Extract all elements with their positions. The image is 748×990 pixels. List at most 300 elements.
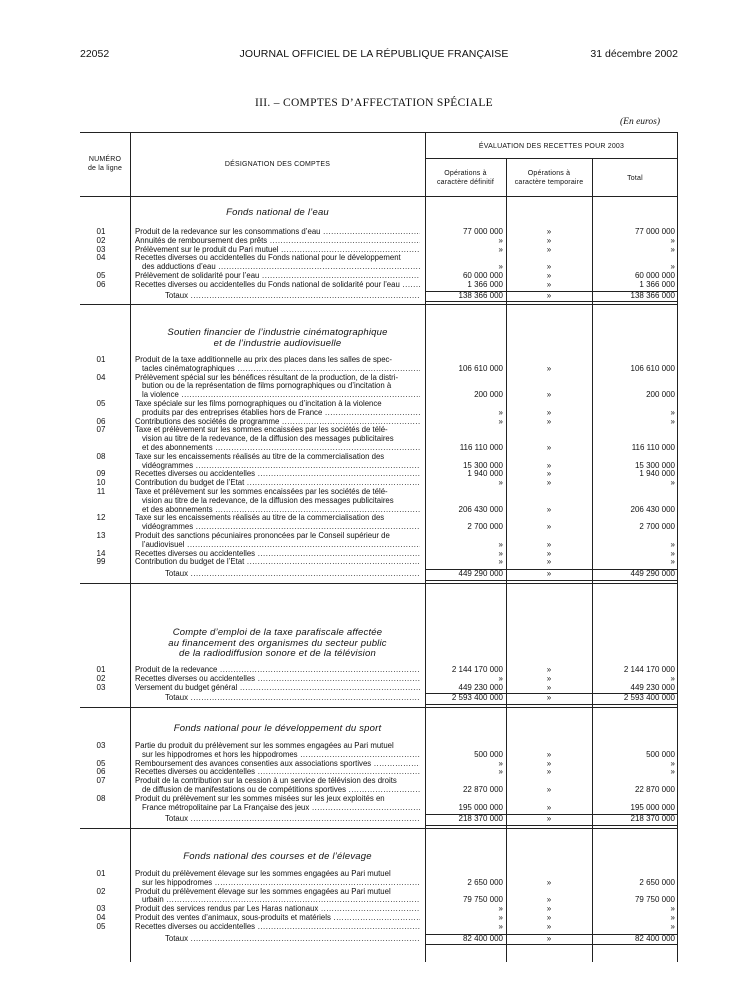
- line-number: 05: [96, 758, 106, 768]
- designation-line: Annuités de remboursement des prêts .....: [135, 237, 420, 246]
- designation-line: Recettes diverses ou accidentelles .....: [135, 550, 420, 559]
- section-title: Fonds national pour le développement du sport: [173, 723, 382, 734]
- designation-line: Taxe sur les encaissements réalisés au titre de la commercialisation des: [135, 514, 385, 523]
- totals-top-rule: [425, 569, 678, 570]
- totals-row: [80, 570, 678, 579]
- totals-temporary: »: [546, 693, 552, 703]
- line-number: 10: [96, 478, 106, 488]
- temporary-amount: »: [546, 673, 552, 683]
- designation-line: Versement du budget général .....: [135, 684, 420, 693]
- table-row: [80, 281, 678, 290]
- definitive-amount: »: [498, 539, 503, 549]
- total-amount: 206 430 000: [630, 504, 675, 514]
- temporary-amount: »: [546, 921, 552, 931]
- definitive-amount: 79 750 000: [462, 895, 503, 905]
- designation-line: sur les hippodromes .....: [135, 879, 420, 888]
- table-row: [80, 888, 678, 906]
- totals-row: [80, 292, 678, 301]
- total-amount: 2 650 000: [639, 877, 675, 887]
- designation-line: Produit du prélèvement sur les sommes misées sur les jeux exploités en: [135, 794, 385, 803]
- definitive-amount: »: [498, 548, 503, 558]
- total-amount: 15 300 000: [634, 460, 675, 470]
- section-separator: [80, 583, 678, 584]
- total-amount: 2 700 000: [639, 522, 675, 532]
- line-number: 05: [96, 921, 106, 931]
- designation-line: vision au titre de la redevance, de la diffusion des messages publicitaires: [142, 435, 394, 444]
- section-title: Soutien financier de l’industrie cinématographique et de l’industrie audiovisuelle: [167, 327, 388, 349]
- table-row: [80, 742, 678, 760]
- total-amount: 200 000: [646, 390, 675, 400]
- designation-line: Taxe et prélèvement sur les sommes encaissées par les sociétés de télé-: [135, 488, 388, 496]
- designation-line: de diffusion de manifestations ou de compétitions sportives .....: [135, 786, 420, 795]
- line-number: 14: [96, 548, 106, 558]
- totals-definitive: 218 370 000: [458, 814, 503, 824]
- totals-label: [135, 694, 420, 703]
- header-col-temporaire: Opérations à caractère temporaire: [514, 170, 584, 186]
- line-number: 03: [96, 741, 106, 750]
- line-number: 02: [96, 673, 106, 683]
- definitive-amount: 2 650 000: [467, 877, 503, 887]
- designation-line: Produit du prélèvement élevage sur les sommes engagées au Pari mutuel: [135, 887, 391, 896]
- temporary-amount: »: [546, 749, 552, 759]
- definitive-amount: 2 144 170 000: [451, 665, 503, 674]
- table-row: [80, 470, 678, 479]
- table-row: [80, 237, 678, 246]
- table-row: [80, 914, 678, 923]
- section-title: Fonds national des courses et de l’élevage: [183, 851, 372, 862]
- total-amount: 1 366 000: [639, 279, 675, 289]
- total-amount: »: [670, 904, 675, 914]
- table-row: [80, 558, 678, 567]
- account-designation: [135, 272, 420, 281]
- line-number: 01: [96, 665, 106, 674]
- account-designation: [135, 675, 420, 684]
- total-amount: »: [670, 407, 675, 417]
- total-amount: »: [670, 416, 675, 426]
- total-amount: 60 000 000: [634, 271, 675, 280]
- total-amount: 116 110 000: [631, 442, 675, 452]
- total-amount: 449 230 000: [630, 682, 675, 692]
- account-designation: [135, 356, 420, 374]
- definitive-amount: 77 000 000: [462, 227, 503, 236]
- designation-line: Contributions des sociétés de programme .....: [135, 418, 420, 427]
- definitive-amount: 500 000: [474, 749, 503, 759]
- account-designation: [135, 795, 420, 813]
- account-designation: [135, 400, 420, 418]
- table-row: [80, 777, 678, 795]
- temporary-amount: »: [546, 469, 552, 479]
- page-number: 22052: [80, 48, 110, 60]
- line-number: 05: [96, 271, 106, 280]
- account-designation: [135, 768, 420, 777]
- totals-bottom-rule: [425, 580, 678, 581]
- table-row: [80, 272, 678, 281]
- definitive-amount: »: [498, 407, 503, 417]
- definitive-amount: 22 870 000: [462, 784, 503, 794]
- table-row: [80, 760, 678, 769]
- account-designation: [135, 777, 420, 795]
- total-amount: »: [670, 262, 675, 272]
- designation-line: Recettes diverses ou accidentelles .....: [135, 675, 420, 684]
- line-number: 08: [96, 451, 106, 461]
- totals-top-rule: [425, 934, 678, 935]
- definitive-amount: 1 366 000: [467, 279, 503, 289]
- designation-line: Produit de la contribution sur la cession à un service de télévision des droits: [135, 777, 397, 786]
- definitive-amount: »: [498, 478, 503, 488]
- table-row: [80, 550, 678, 559]
- account-designation: [135, 374, 420, 400]
- total-amount: »: [670, 767, 675, 777]
- account-designation: [135, 479, 420, 488]
- table-row: [80, 666, 678, 675]
- table-row: [80, 453, 678, 471]
- line-number: 02: [96, 235, 106, 245]
- account-designation: [135, 254, 420, 272]
- designation-line: Recettes diverses ou accidentelles .....: [135, 470, 420, 479]
- definitive-amount: »: [498, 235, 503, 245]
- designation-line: Recettes diverses ou accidentelles .....: [135, 768, 420, 777]
- temporary-amount: »: [546, 895, 552, 905]
- definitive-amount: »: [498, 244, 503, 254]
- line-number: 01: [96, 355, 106, 364]
- totals-temporary: »: [546, 933, 552, 943]
- temporary-amount: »: [546, 279, 552, 289]
- table-row: [80, 532, 678, 550]
- temporary-amount: »: [546, 758, 552, 768]
- designation-line: sur les hippodromes et hors les hippodromes .....: [135, 751, 420, 760]
- temporary-amount: »: [546, 442, 552, 452]
- totals-definitive: 2 593 400 000: [451, 693, 503, 703]
- total-amount: »: [670, 557, 675, 567]
- account-designation: [135, 760, 420, 769]
- totals-label: [135, 815, 420, 824]
- table-row: [80, 795, 678, 813]
- account-designation: [135, 488, 420, 514]
- section-separator: [80, 304, 678, 305]
- account-designation: [135, 742, 420, 760]
- totals-row: [80, 815, 678, 824]
- account-designation: [135, 532, 420, 550]
- totals-bottom-rule: [425, 704, 678, 705]
- temporary-amount: »: [546, 407, 552, 417]
- designation-line: Recettes diverses ou accidentelles du Fonds national pour le développement: [135, 254, 401, 263]
- line-number: 05: [96, 399, 106, 408]
- section-title: Fonds national de l’eau: [226, 207, 329, 218]
- designation-line: tacles cinématographiques .....: [135, 365, 420, 374]
- total-amount: »: [670, 478, 675, 488]
- temporary-amount: »: [546, 557, 552, 567]
- total-amount: 79 750 000: [634, 895, 675, 905]
- definitive-amount: 60 000 000: [462, 271, 503, 280]
- line-number: 06: [96, 767, 106, 777]
- temporary-amount: »: [546, 262, 552, 272]
- temporary-amount: »: [546, 877, 552, 887]
- table-row: [80, 254, 678, 272]
- section-separator: [80, 828, 678, 829]
- definitive-amount: »: [498, 557, 503, 567]
- designation-line: vision au titre de la redevance, de la diffusion des messages publicitaires: [142, 496, 394, 505]
- line-number: 04: [96, 913, 106, 922]
- totals-row: [80, 694, 678, 703]
- account-designation: [135, 228, 420, 237]
- temporary-amount: »: [546, 767, 552, 777]
- header-numero: NUMÉRO de la ligne: [87, 156, 123, 172]
- designation-line: la violence .....: [135, 391, 420, 400]
- temporary-amount: »: [546, 665, 552, 674]
- temporary-amount: »: [546, 478, 552, 488]
- temporary-amount: »: [546, 539, 552, 549]
- totals-bottom-rule: [425, 301, 678, 302]
- table-row: [80, 426, 678, 452]
- designation-line: Remboursement des avances consenties aux associations sportives .....: [135, 760, 420, 769]
- account-designation: [135, 905, 420, 914]
- issue-date: 31 décembre 2002: [590, 48, 678, 60]
- totals-definitive: 138 366 000: [458, 290, 503, 300]
- totals-label-text: Totaux .....: [135, 935, 420, 944]
- designation-line: Prélèvement de solidarité pour l’eau .....: [135, 272, 420, 281]
- designation-line: bution ou de la représentation de films pornographiques ou d’incitation à: [142, 382, 392, 391]
- temporary-amount: »: [546, 363, 552, 373]
- total-amount: 106 610 000: [630, 363, 675, 373]
- total-amount: 22 870 000: [634, 784, 675, 794]
- table-top-border: [80, 132, 678, 133]
- line-number: 09: [96, 469, 106, 479]
- account-designation: [135, 237, 420, 246]
- totals-total: 2 593 400 000: [623, 693, 675, 703]
- totals-top-rule: [425, 693, 678, 694]
- account-designation: [135, 923, 420, 932]
- temporary-amount: »: [546, 227, 552, 236]
- total-amount: »: [670, 913, 675, 922]
- definitive-amount: 1 940 000: [467, 469, 503, 479]
- definitive-amount: 449 230 000: [458, 682, 503, 692]
- total-amount: »: [670, 758, 675, 768]
- line-number: 01: [96, 227, 106, 236]
- designation-line: et des abonnements .....: [135, 444, 420, 453]
- total-amount: »: [670, 235, 675, 245]
- line-number: 04: [96, 253, 106, 263]
- designation-line: Produit du prélèvement élevage sur les sommes engagées au Pari mutuel: [135, 870, 391, 878]
- designation-line: vidéogrammes .....: [135, 462, 420, 471]
- designation-line: Taxe sur les encaissements réalisés au titre de la commercialisation des: [135, 452, 385, 461]
- designation-line: Produit des sanctions pécuniaires prononcées par le Conseil supérieur de: [135, 532, 390, 540]
- header-col-definitif: Opérations à caractère définitif: [436, 170, 495, 186]
- table-row: [80, 400, 678, 418]
- line-number: 13: [96, 531, 106, 540]
- definitive-amount: »: [498, 904, 503, 914]
- definitive-amount: »: [498, 767, 503, 777]
- totals-temporary: »: [546, 569, 552, 579]
- designation-line: Contribution du budget de l’Etat .....: [135, 479, 420, 488]
- table-row: [80, 905, 678, 914]
- line-number: 03: [96, 244, 106, 254]
- table-row: [80, 356, 678, 374]
- account-designation: [135, 246, 420, 255]
- temporary-amount: »: [546, 235, 552, 245]
- totals-temporary: »: [546, 814, 552, 824]
- account-designation: [135, 514, 420, 532]
- total-amount: »: [670, 548, 675, 558]
- temporary-amount: »: [546, 682, 552, 692]
- totals-bottom-rule: [425, 944, 678, 945]
- definitive-amount: 15 300 000: [462, 460, 503, 470]
- temporary-amount: »: [546, 271, 552, 280]
- totals-temporary: »: [546, 290, 552, 300]
- designation-line: Produit de la redevance sur les consommations d’eau .....: [135, 228, 420, 237]
- section-title: Compte d’emploi de la taxe parafiscale affectée au financement des organismes du secteur public de la radiodiffusion sonore et de la télévision: [168, 627, 387, 659]
- temporary-amount: »: [546, 460, 552, 470]
- line-number: 02: [96, 886, 106, 896]
- designation-line: Produit des ventes d’animaux, sous-produits et matériels .....: [135, 914, 420, 923]
- account-designation: [135, 888, 420, 906]
- totals-total: 82 400 000: [634, 933, 675, 943]
- totals-row: [80, 935, 678, 944]
- line-number: 06: [96, 279, 106, 289]
- designation-line: France métropolitaine par La Française des jeux .....: [135, 804, 420, 813]
- designation-line: Taxe spéciale sur les films pornographiques ou d’incitation à la violence: [135, 400, 382, 408]
- designation-line: Contribution du budget de l’Etat .....: [135, 558, 420, 567]
- account-designation: [135, 426, 420, 452]
- total-amount: 1 940 000: [639, 469, 675, 479]
- totals-total: 218 370 000: [630, 814, 675, 824]
- designation-line: et des abonnements .....: [135, 506, 420, 515]
- table-row: [80, 488, 678, 514]
- temporary-amount: »: [546, 416, 552, 426]
- totals-label-text: Totaux .....: [135, 694, 420, 703]
- temporary-amount: »: [546, 784, 552, 794]
- totals-definitive: 82 400 000: [462, 933, 503, 943]
- total-amount: »: [670, 921, 675, 931]
- account-designation: [135, 558, 420, 567]
- definitive-amount: »: [498, 913, 503, 922]
- designation-line: des adductions d’eau .....: [135, 263, 420, 272]
- header-evaluation: ÉVALUATION DES RECETTES POUR 2003: [478, 143, 625, 150]
- definitive-amount: »: [498, 262, 503, 272]
- account-designation: [135, 550, 420, 559]
- table-row: [80, 418, 678, 427]
- totals-total: 449 290 000: [630, 569, 675, 579]
- header-designation: DÉSIGNATION DES COMPTES: [224, 161, 331, 168]
- designation-line: urbain .....: [135, 896, 420, 905]
- total-amount: 77 000 000: [634, 227, 675, 236]
- account-designation: [135, 666, 420, 675]
- definitive-amount: 206 430 000: [458, 504, 503, 514]
- account-designation: [135, 281, 420, 290]
- section-separator: [80, 707, 678, 708]
- table-row: [80, 228, 678, 237]
- temporary-amount: »: [546, 522, 552, 532]
- line-number: 06: [96, 416, 106, 426]
- table-row: [80, 374, 678, 400]
- temporary-amount: »: [546, 244, 552, 254]
- designation-line: Produit des services rendus par Les Haras nationaux .....: [135, 905, 420, 914]
- totals-total: 138 366 000: [630, 290, 675, 300]
- total-amount: »: [670, 539, 675, 549]
- table-row: [80, 768, 678, 777]
- definitive-amount: »: [498, 758, 503, 768]
- definitive-amount: 195 000 000: [458, 802, 503, 812]
- evaluation-header-rule: [425, 158, 678, 159]
- totals-definitive: 449 290 000: [458, 569, 503, 579]
- definitive-amount: »: [498, 673, 503, 683]
- table-row: [80, 870, 678, 888]
- account-designation: [135, 470, 420, 479]
- totals-label: [135, 292, 420, 301]
- line-number: 12: [96, 513, 106, 523]
- account-designation: [135, 453, 420, 471]
- total-amount: »: [670, 673, 675, 683]
- temporary-amount: »: [546, 390, 552, 400]
- section-heading: III. – COMPTES D’AFFECTATION SPÉCIALE: [255, 97, 493, 109]
- totals-label: [135, 570, 420, 579]
- totals-label: [135, 935, 420, 944]
- totals-bottom-rule: [425, 825, 678, 826]
- table-row: [80, 675, 678, 684]
- table-row: [80, 246, 678, 255]
- totals-label-text: Totaux .....: [135, 292, 420, 301]
- line-number: 07: [96, 776, 106, 786]
- account-designation: [135, 914, 420, 923]
- table-header-bottom-border: [80, 196, 678, 197]
- totals-top-rule: [425, 814, 678, 815]
- total-amount: 2 144 170 000: [623, 665, 675, 674]
- journal-title: JOURNAL OFFICIEL DE LA RÉPUBLIQUE FRANÇAISE: [239, 48, 509, 60]
- definitive-amount: 2 700 000: [467, 522, 503, 532]
- total-amount: 195 000 000: [630, 802, 675, 812]
- line-number: 11: [96, 487, 106, 496]
- temporary-amount: »: [546, 504, 552, 514]
- temporary-amount: »: [546, 904, 552, 914]
- designation-line: Prélèvement spécial sur les bénéfices résultant de la production, de la distri-: [135, 373, 399, 382]
- total-amount: »: [670, 244, 675, 254]
- totals-label-text: Totaux .....: [135, 815, 420, 824]
- account-designation: [135, 870, 420, 888]
- table-row: [80, 479, 678, 488]
- temporary-amount: »: [546, 913, 552, 922]
- designation-line: vidéogrammes .....: [135, 523, 420, 532]
- designation-line: Taxe et prélèvement sur les sommes encaissées par les sociétés de télé-: [135, 426, 388, 435]
- definitive-amount: »: [498, 921, 503, 931]
- account-designation: [135, 684, 420, 693]
- total-amount: 500 000: [646, 749, 675, 759]
- designation-line: Prélèvement sur le produit du Pari mutuel .....: [135, 246, 420, 255]
- line-number: 03: [96, 682, 106, 692]
- line-number: 03: [96, 904, 106, 914]
- temporary-amount: »: [546, 548, 552, 558]
- designation-line: Produit de la taxe additionnelle au prix des places dans les salles de spec-: [135, 356, 393, 364]
- designation-line: produits par des entreprises établies hors de France .....: [135, 409, 420, 418]
- table-row: [80, 923, 678, 932]
- designation-line: Produit de la redevance .....: [135, 666, 420, 675]
- table-row: [80, 684, 678, 693]
- line-number: 08: [96, 793, 106, 803]
- line-number: 99: [96, 557, 106, 567]
- temporary-amount: »: [546, 802, 552, 812]
- designation-line: Recettes diverses ou accidentelles .....: [135, 923, 420, 932]
- account-designation: [135, 418, 420, 427]
- designation-line: Partie du produit du prélèvement sur les sommes engagées au Pari mutuel: [135, 742, 394, 750]
- accounts-table: [80, 132, 678, 962]
- totals-label-text: Totaux .....: [135, 570, 420, 579]
- definitive-amount: »: [498, 416, 503, 426]
- totals-top-rule: [425, 291, 678, 292]
- designation-line: l’audiovisuel .....: [135, 541, 420, 550]
- currency-unit: (En euros): [619, 117, 660, 127]
- line-number: 04: [96, 372, 106, 382]
- line-number: 07: [96, 425, 106, 435]
- designation-line: Recettes diverses ou accidentelles du Fonds national de solidarité pour l’eau .....: [135, 281, 420, 290]
- definitive-amount: 106 610 000: [458, 363, 503, 373]
